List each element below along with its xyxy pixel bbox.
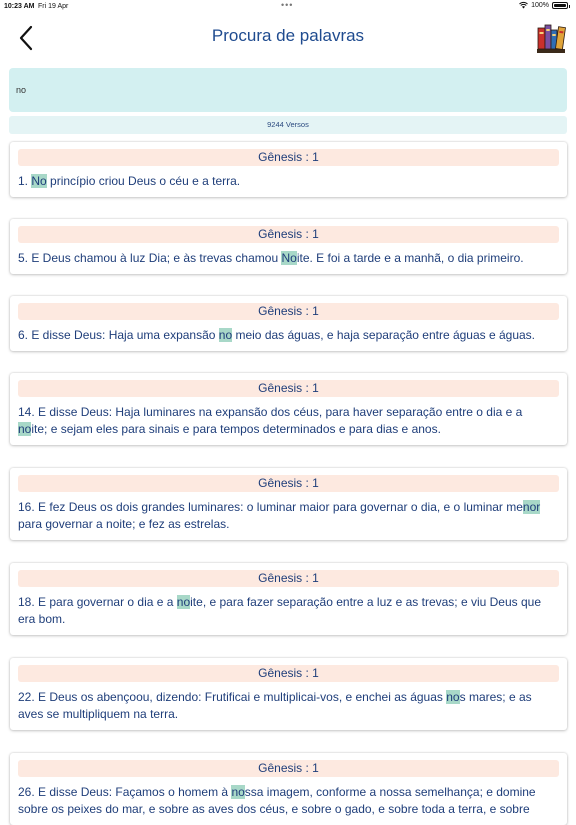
search-match-highlight: No <box>281 251 297 265</box>
verse-text-segment: ssa imagem, conforme a nossa semelhança; e domine <box>244 785 536 799</box>
verse-text-segment: 26. E disse Deus: Façamos o homem à <box>18 785 232 799</box>
search-match-highlight: no <box>176 595 191 609</box>
verse-card[interactable] <box>10 658 567 730</box>
verse-text-segment: ite, e para fazer separação entre a luz e as trevas; e viu Deus que <box>190 595 542 609</box>
verse-card[interactable] <box>10 563 567 635</box>
search-match-highlight: no <box>231 785 245 799</box>
verse-text-segment: sobre os peixes do mar, e sobre as aves dos céus, e sobre o gado, e sobre toda a terra, e sobre <box>18 802 530 816</box>
status-time: 10:23 AM <box>4 3 35 10</box>
verse-text-segment: 5. E Deus chamou à luz Dia; e às trevas chamou <box>18 251 282 265</box>
verse-text <box>18 499 559 533</box>
verse-text-segment: 1. <box>18 174 32 188</box>
search-match-highlight: No <box>31 174 47 188</box>
verse-text-segment: meio das águas, e haja separação entre águas e águas. <box>232 328 536 342</box>
verse-text <box>18 173 559 190</box>
books-icon[interactable] <box>536 22 566 54</box>
verse-reference: Gênesis : 1 <box>18 475 559 492</box>
battery-percent: 100% <box>531 2 549 9</box>
status-indicators <box>519 2 568 9</box>
verse-text-segment: para governar a noite; e fez as estrelas. <box>18 517 230 531</box>
verse-text-segment: 6. E disse Deus: Haja uma expansão <box>18 328 219 342</box>
verse-text <box>18 784 559 818</box>
verse-card[interactable] <box>10 296 567 351</box>
verse-reference: Gênesis : 1 <box>18 303 559 320</box>
verse-card[interactable] <box>10 373 567 445</box>
result-count: 9244 Versos <box>9 116 567 134</box>
verse-text-segment: s mares; e as <box>459 690 532 704</box>
verse-text <box>18 689 559 723</box>
verse-text-segment: 18. E para governar o dia e a <box>18 595 177 609</box>
verse-text <box>18 404 559 438</box>
verse-text <box>18 327 559 344</box>
verse-card[interactable] <box>10 219 567 274</box>
wifi-icon <box>519 2 528 9</box>
search-match-highlight: no <box>18 422 32 436</box>
verse-text-segment: 22. E Deus os abençoou, dizendo: Frutificai e multiplicai-vos, e enchei as águas <box>18 690 447 704</box>
verse-reference: Gênesis : 1 <box>18 570 559 587</box>
verse-text-segment: princípio criou Deus o céu e a terra. <box>46 174 241 188</box>
battery-icon <box>552 2 568 9</box>
verse-reference: Gênesis : 1 <box>18 149 559 166</box>
verse-text-segment: 16. E fez Deus os dois grandes luminares: o luminar maior para governar o dia, e o luminar me <box>18 500 523 514</box>
verse-text-segment: ite. E foi a tarde e a manhã, o dia primeiro. <box>296 251 524 265</box>
verse-reference: Gênesis : 1 <box>18 760 559 777</box>
verse-text-segment: ite; e sejam eles para sinais e para tempos determinados e para dias e anos. <box>31 422 441 436</box>
verse-reference: Gênesis : 1 <box>18 380 559 397</box>
status-bar <box>0 0 576 14</box>
multitasking-dots-icon[interactable]: ••• <box>281 0 294 10</box>
verse-card[interactable] <box>10 142 567 197</box>
search-match-highlight: nor <box>522 500 541 514</box>
verse-text-segment: aves se multipliquem na terra. <box>18 707 179 721</box>
verse-card[interactable] <box>10 468 567 540</box>
verse-card[interactable] <box>10 753 567 825</box>
verse-text-segment: 14. E disse Deus: Haja luminares na expansão dos céus, para haver separação entre o dia e a <box>18 405 523 419</box>
search-input[interactable] <box>9 68 567 112</box>
verse-text <box>18 594 559 628</box>
verse-reference: Gênesis : 1 <box>18 226 559 243</box>
verse-text <box>18 250 559 267</box>
search-match-highlight: no <box>218 328 233 342</box>
page-title: Procura de palavras <box>211 26 365 45</box>
verse-text-segment: era bom. <box>18 612 66 626</box>
search-match-highlight: no <box>446 690 460 704</box>
verse-reference: Gênesis : 1 <box>18 665 559 682</box>
battery-fill <box>554 4 566 7</box>
search-field[interactable] <box>9 68 567 112</box>
status-date: Fri 19 Apr <box>38 3 69 10</box>
navigation-bar <box>0 14 576 62</box>
